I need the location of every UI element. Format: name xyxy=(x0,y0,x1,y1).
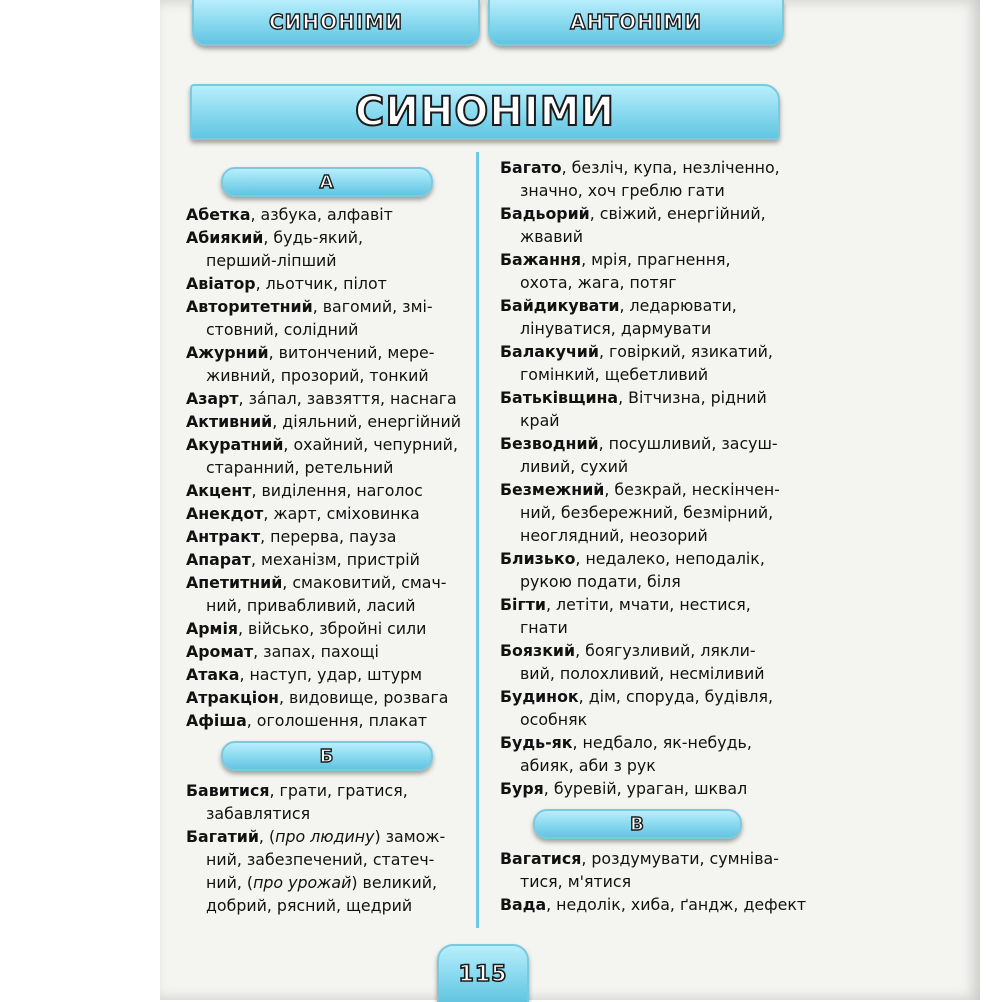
entry-synonyms: , грати, гратися, xyxy=(269,781,408,800)
dictionary-entry xyxy=(186,640,473,663)
dictionary-entry xyxy=(500,547,792,593)
entry-continuation: значно, хоч греблю гати xyxy=(520,181,725,200)
entry-line xyxy=(500,731,792,754)
dictionary-entry xyxy=(500,294,792,340)
entry-continuation: ний, забезпечений, статеч- xyxy=(206,850,435,869)
dictionary-entry xyxy=(500,593,792,639)
dictionary-entry xyxy=(500,893,807,916)
entry-headword: Антракт xyxy=(186,527,261,546)
entry-synonyms: , військо, збройні сили xyxy=(238,619,427,638)
entries-v xyxy=(500,847,807,916)
entry-synonyms: , говіркий, язикатий, xyxy=(598,342,773,361)
entry-headword: Близько xyxy=(500,549,576,568)
entry-headword: Багато xyxy=(500,158,562,177)
left-column xyxy=(186,203,473,917)
entry-line xyxy=(500,685,792,708)
entry-line xyxy=(186,479,473,502)
entry-line xyxy=(500,847,792,870)
entry-continuation: гомінкий, щебетливий xyxy=(520,365,709,384)
entry-synonyms: , наступ, удар, штурм xyxy=(239,665,423,684)
entry-line xyxy=(500,202,792,225)
entry-headword: Вада xyxy=(500,895,547,914)
entry-headword: Бігти xyxy=(500,595,546,614)
dictionary-entry xyxy=(186,663,473,686)
dictionary-entry xyxy=(500,386,792,432)
entries-a xyxy=(186,203,473,732)
dictionary-entry xyxy=(500,847,792,893)
dictionary-entry xyxy=(186,571,473,617)
entry-continuation: жвавий xyxy=(520,227,584,246)
entry-synonyms: , жарт, сміховинка xyxy=(263,504,420,523)
entry-line xyxy=(186,663,473,686)
entry-headword: Анекдот xyxy=(186,504,264,523)
entry-continuation: забавлятися xyxy=(206,804,311,823)
entry-headword: Активний xyxy=(186,412,273,431)
entry-synonyms: , недолік, хиба, ґандж, дефект xyxy=(546,895,807,914)
entry-line xyxy=(186,502,473,525)
entry-headword: Атракціон xyxy=(186,688,279,707)
dictionary-entry xyxy=(186,525,473,548)
entry-continuation: ливий, сухий xyxy=(520,457,629,476)
dictionary-entry xyxy=(186,226,473,272)
entry-headword: Авіатор xyxy=(186,274,256,293)
entry-synonyms: , азбука, алфавіт xyxy=(250,205,393,224)
entry-synonyms: , недалеко, неподалік, xyxy=(575,549,765,568)
entry-synonyms: , мрія, прагнення, xyxy=(581,250,731,269)
entry-headword: Аромат xyxy=(186,642,254,661)
entry-synonyms: , вагомий, змі- xyxy=(312,297,433,316)
entry-line xyxy=(186,640,473,663)
entry-synonyms: , запах, пахощі xyxy=(253,642,379,661)
entry-note: про урожай xyxy=(253,873,352,892)
entry-line xyxy=(186,341,473,364)
entry-continuation: ний, безбережний, безмірний, xyxy=(520,503,774,522)
entry-synonyms: , посушливий, засуш- xyxy=(598,434,778,453)
dictionary-entry xyxy=(500,156,792,202)
entry-headword: Боязкий xyxy=(500,641,576,660)
entry-synonyms: , перерва, пауза xyxy=(260,527,397,546)
entry-headword: Байдикувати xyxy=(500,296,620,315)
entry-text: , ( xyxy=(258,827,276,846)
dictionary-entry xyxy=(500,685,792,731)
entry-synonyms: , діяльний, енергійний xyxy=(272,412,462,431)
dictionary-entry xyxy=(186,341,473,387)
dictionary-entry xyxy=(186,479,473,502)
entry-synonyms: , льотчик, пілот xyxy=(255,274,387,293)
entry-headword: Апетитний xyxy=(186,573,283,592)
tab-synonyms[interactable]: СИНОНІМИ xyxy=(192,0,480,46)
section-header-a: А xyxy=(221,167,433,197)
entry-synonyms: , свіжий, енергійний, xyxy=(589,204,766,223)
dictionary-entry xyxy=(186,410,473,433)
entry-headword: Балакучий xyxy=(500,342,599,361)
entry-continuation xyxy=(186,871,473,894)
entry-headword: Батьківщина xyxy=(500,388,619,407)
entry-headword: Афіша xyxy=(186,711,247,730)
entry-synonyms: , роздумувати, сумніва- xyxy=(581,849,779,868)
dictionary-entry xyxy=(500,248,792,294)
dictionary-entry xyxy=(186,502,473,525)
entry-headword: Багатий xyxy=(186,827,259,846)
entry-line xyxy=(500,639,792,662)
dictionary-entry xyxy=(186,617,473,640)
page-number: 115 xyxy=(437,944,529,1002)
dictionary-entry xyxy=(500,340,792,386)
entry-synonyms: , механізм, пристрій xyxy=(250,550,420,569)
entry-continuation: край xyxy=(520,411,560,430)
entry-headword: Буря xyxy=(500,779,544,798)
entry-continuation: ний, привабливий, ласий xyxy=(206,596,416,615)
entry-continuation: лінуватися, дармувати xyxy=(520,319,712,338)
entry-headword: Будинок xyxy=(500,687,579,706)
entry-headword: Авторитетний xyxy=(186,297,313,316)
entry-line xyxy=(186,779,473,802)
entry-continuation: вий, полохливий, несміливий xyxy=(520,664,765,683)
dictionary-entry xyxy=(500,731,792,777)
entry-continuation: старанний, ретельний xyxy=(206,458,394,477)
entry-headword: Бажання xyxy=(500,250,582,269)
dictionary-entry xyxy=(186,203,473,226)
dictionary-entry xyxy=(186,295,473,341)
entry-line xyxy=(500,478,792,501)
entry-synonyms: , виділення, наголос xyxy=(251,481,423,500)
entry-headword: Бадьорий xyxy=(500,204,590,223)
entry-synonyms: , Вітчизна, рідний xyxy=(618,388,767,407)
entry-headword: Абетка xyxy=(186,205,251,224)
entry-headword: Вагатися xyxy=(500,849,582,868)
entry-synonyms: , летіти, мчати, нестися, xyxy=(545,595,751,614)
entries-b xyxy=(500,156,792,800)
entry-synonyms: , видовище, розвага xyxy=(278,688,449,707)
column-divider xyxy=(476,152,479,928)
entry-headword: Безмежний xyxy=(500,480,605,499)
entry-note: про людину xyxy=(275,827,375,846)
entry-line xyxy=(186,410,473,433)
dictionary-entry xyxy=(186,272,473,295)
entry-line xyxy=(186,433,473,456)
entry-continuation: живний, прозорий, тонкий xyxy=(206,366,429,385)
dictionary-entry xyxy=(186,779,473,825)
entry-text: ) великий, xyxy=(351,873,438,892)
entry-line xyxy=(500,593,792,616)
entry-text: ) замож- xyxy=(374,827,446,846)
entry-synonyms: , будь-який, xyxy=(263,228,363,247)
entry-synonyms: , оголошення, плакат xyxy=(246,711,428,730)
dictionary-entry xyxy=(186,709,473,732)
dictionary-entry xyxy=(500,478,792,547)
entry-synonyms: , ледарювати, xyxy=(619,296,737,315)
entry-headword: Ажурний xyxy=(186,343,269,362)
entry-text: ний, ( xyxy=(206,873,254,892)
entry-headword: Будь-як xyxy=(500,733,573,752)
entry-line xyxy=(186,825,473,848)
dictionary-entry xyxy=(500,202,792,248)
section-header-b: Б xyxy=(221,741,433,771)
entry-line xyxy=(186,226,473,249)
entry-synonyms: , за́пал, завзяття, наснага xyxy=(238,389,457,408)
entry-continuation: рукою подати, біля xyxy=(520,572,681,591)
entry-synonyms: , боягузливий, лякли- xyxy=(575,641,756,660)
entry-headword: Абиякий xyxy=(186,228,264,247)
entry-line xyxy=(186,548,473,571)
entry-line xyxy=(500,386,792,409)
section-gap xyxy=(500,800,792,847)
entry-line xyxy=(500,340,792,363)
entry-line xyxy=(186,272,473,295)
entry-line xyxy=(186,295,473,318)
tab-antonyms[interactable]: АНТОНІМИ xyxy=(488,0,784,46)
entry-headword: Акцент xyxy=(186,481,252,500)
entry-synonyms: , буревій, ураган, шквал xyxy=(543,779,748,798)
dictionary-entry xyxy=(500,639,792,685)
page-title: СИНОНІМИ xyxy=(190,84,780,140)
dictionary-entry xyxy=(500,777,792,800)
entry-synonyms: , недбало, як-небудь, xyxy=(572,733,752,752)
entry-headword: Азарт xyxy=(186,389,239,408)
section-header-v: В xyxy=(533,809,742,839)
entry-headword: Бавитися xyxy=(186,781,270,800)
entry-headword: Атака xyxy=(186,665,240,684)
entry-synonyms: , безліч, купа, незліченно, xyxy=(561,158,780,177)
dictionary-entry xyxy=(186,387,473,410)
entry-line xyxy=(186,686,473,709)
entry-line xyxy=(500,294,792,317)
entry-line xyxy=(500,547,792,570)
dictionary-entry xyxy=(186,825,473,917)
entry-continuation: перший-ліпший xyxy=(206,251,337,270)
right-column xyxy=(500,156,807,916)
entry-line xyxy=(500,248,792,271)
entry-headword: Безводний xyxy=(500,434,599,453)
entry-synonyms: , витончений, мере- xyxy=(268,343,435,362)
entry-synonyms: , дім, споруда, будівля, xyxy=(578,687,774,706)
entry-continuation: стовний, солідний xyxy=(206,320,359,339)
dictionary-entry xyxy=(186,433,473,479)
entry-line xyxy=(186,617,473,640)
entry-line xyxy=(186,709,473,732)
entry-synonyms: , безкрай, нескінчен- xyxy=(604,480,780,499)
entry-synonyms: , смаковитий, смач- xyxy=(282,573,447,592)
entry-line xyxy=(186,571,473,594)
entry-synonyms: , охайний, чепурний, xyxy=(283,435,458,454)
entry-headword: Армія xyxy=(186,619,239,638)
entry-line xyxy=(500,777,792,800)
entry-line xyxy=(186,203,473,226)
entry-headword: Апарат xyxy=(186,550,251,569)
entry-continuation: неоглядний, неозорий xyxy=(520,526,708,545)
entry-line xyxy=(186,387,473,410)
entry-headword: Акуратний xyxy=(186,435,284,454)
entry-line xyxy=(500,893,807,916)
entry-line xyxy=(500,432,792,455)
section-gap xyxy=(186,732,473,779)
entry-continuation: охота, жага, потяг xyxy=(520,273,677,292)
dictionary-entry xyxy=(186,686,473,709)
entry-line xyxy=(186,525,473,548)
entry-continuation: добрий, рясний, щедрий xyxy=(206,896,413,915)
entry-continuation: тися, м'ятися xyxy=(520,872,632,891)
entry-continuation: особняк xyxy=(520,710,588,729)
entry-continuation: гнати xyxy=(520,618,568,637)
entry-continuation: абияк, аби з рук xyxy=(520,756,656,775)
dictionary-entry xyxy=(500,432,792,478)
entry-line xyxy=(500,156,792,179)
dictionary-entry xyxy=(186,548,473,571)
